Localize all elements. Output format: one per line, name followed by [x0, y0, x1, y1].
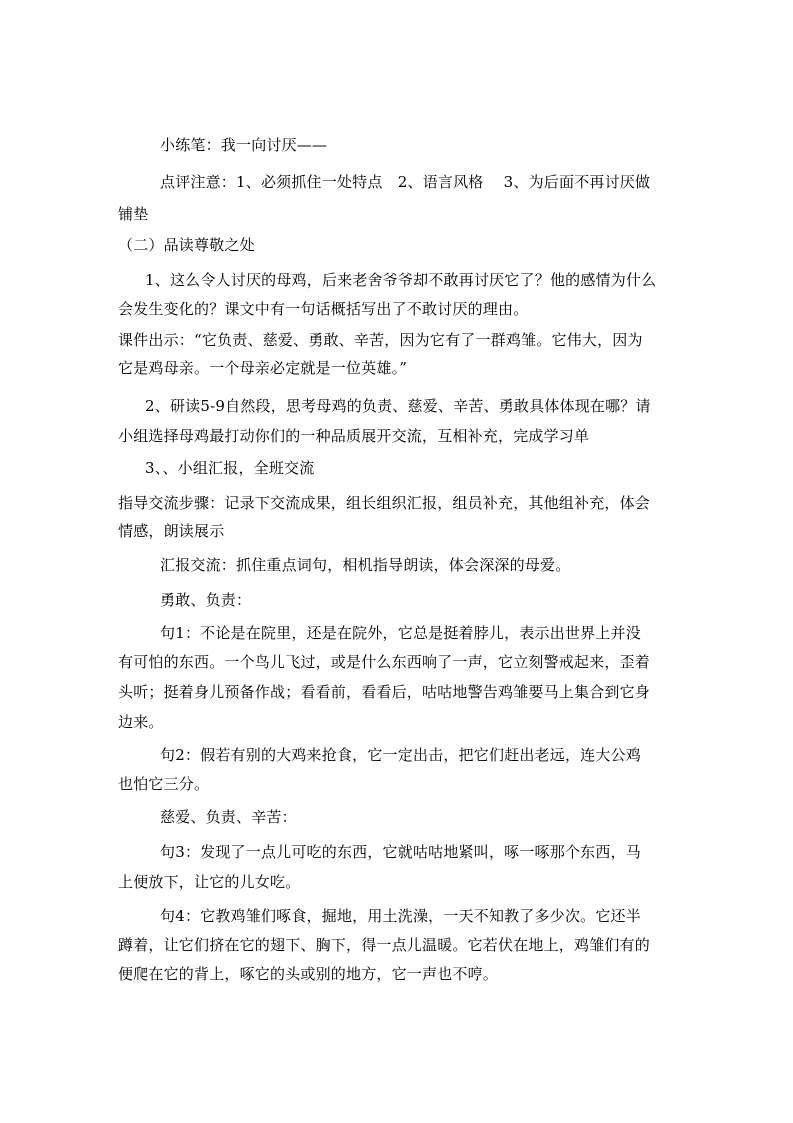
- sentence-3-line1: 句3：发现了一点儿可吃的东西，它就咕咕地紧叫，啄一啄那个东西，马: [160, 843, 641, 861]
- sentence-1-line1: 句1：不论是在院里，还是在院外，它总是挺着脖儿，表示出世界上并没: [160, 624, 641, 642]
- subheading-loving: 慈爱、负责、辛苦：: [160, 808, 297, 826]
- sentence-1-line4: 边来。: [118, 713, 164, 731]
- slide-quote-line2: 它是鸡母亲。一个母亲必定就是一位英雄。”: [118, 359, 408, 377]
- guidance-steps-line2: 情感，朗读展示: [118, 522, 225, 540]
- sentence-1-line3: 头听；挺着身儿预备作战；看看前，看看后，咕咕地警告鸡雏要马上集合到它身: [118, 683, 651, 701]
- sentence-4-line3: 便爬在它的背上，啄它的头或别的地方，它一声也不哼。: [118, 965, 499, 983]
- question-1-line2: 会发生变化的？课文中有一句话概括写出了不敢讨厌的理由。: [118, 300, 529, 318]
- sentence-3-line2: 上便放下，让它的儿女吃。: [118, 873, 301, 891]
- sentence-2-line1: 句2：假若有别的大鸡来抢食，它一定出击，把它们赶出老远，连大公鸡: [160, 746, 641, 764]
- sentence-1-line2: 有可怕的东西。一个鸟儿飞过，或是什么东西响了一声，它立刻警戒起来，歪着: [118, 653, 651, 671]
- sentence-4-line1: 句4：它教鸡雏们啄食，掘地，用土洗澡，一天不知教了多少次。它还半: [160, 907, 641, 925]
- sentence-2-line2: 也怕它三分。: [118, 775, 210, 793]
- comment-notes-line2: 铺垫: [118, 205, 149, 223]
- subheading-brave: 勇敢、负责：: [160, 591, 252, 609]
- slide-quote-line1: 课件出示：“它负责、慈爱、勇敢、辛苦，因为它有了一群鸡雏。它伟大，因为: [118, 331, 643, 349]
- report-exchange: 汇报交流：抓住重点词句，相机指导朗读，体会深深的母爱。: [160, 556, 571, 574]
- question-1-line1: 1、这么令人讨厌的母鸡，后来老舍爷爷却不敢再讨厌它了？他的感情为什么: [145, 271, 657, 289]
- section-heading: （二）品读尊敬之处: [118, 236, 255, 254]
- study-task-line2: 小组选择母鸡最打动你们的一种品质展开交流，互相补充，完成学习单: [118, 427, 590, 445]
- group-report: 3、、小组汇报，全班交流: [145, 459, 315, 477]
- sentence-4-line2: 蹲着，让它们挤在它的翅下、胸下，得一点儿温暖。它若伏在地上，鸡雏们有的: [118, 936, 651, 954]
- study-task-line1: 2、研读5-9自然段，思考母鸡的负责、慈爱、辛苦、勇敢具体体现在哪？请: [145, 397, 651, 415]
- guidance-steps-line1: 指导交流步骤：记录下交流成果，组长组织汇报，组员补充，其他组补充，体会: [118, 494, 651, 512]
- practice-prompt: 小练笔：我一向讨厌——: [160, 136, 328, 154]
- comment-notes-line1: 点评注意：1、必须抓住一处特点 2、语言风格 3、为后面不再讨厌做: [160, 173, 651, 191]
